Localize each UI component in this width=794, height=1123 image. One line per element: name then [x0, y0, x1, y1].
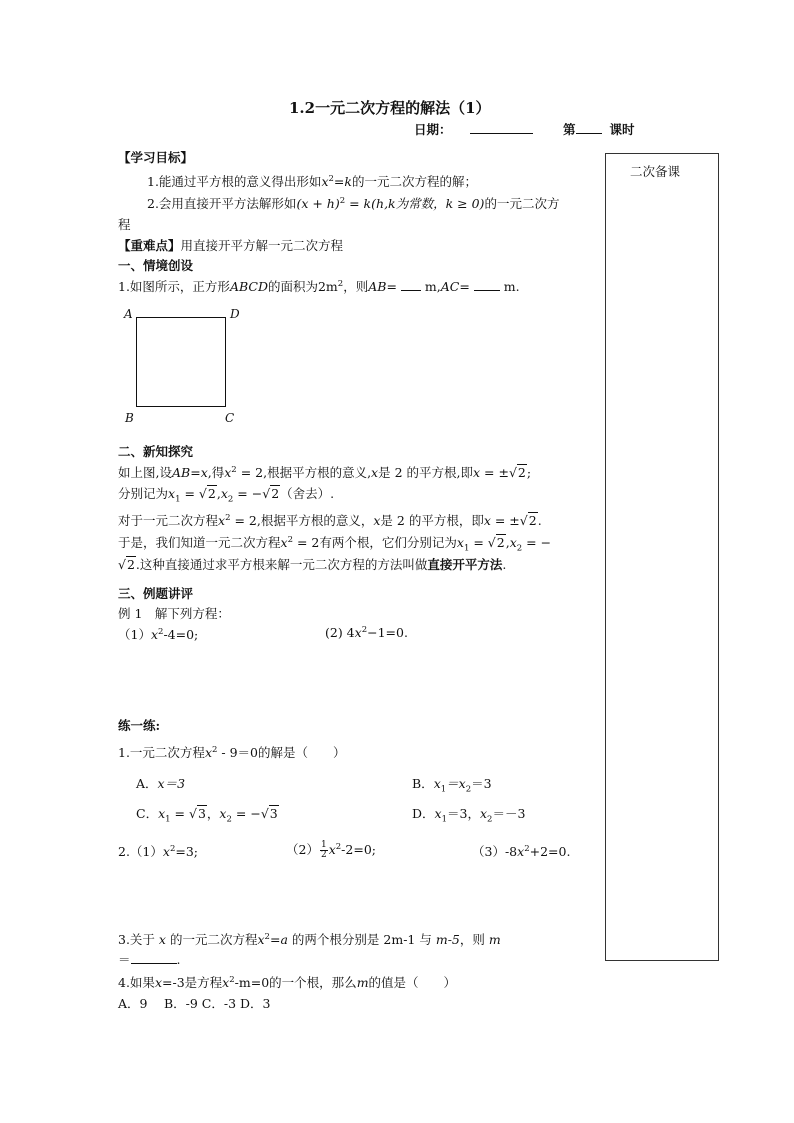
text: 是方程: [184, 975, 223, 990]
text: +2=0.: [529, 844, 571, 859]
math-subscript: 1: [165, 814, 171, 825]
objectives-heading: 【学习目标】: [118, 150, 194, 165]
math-exponent: 2: [328, 173, 334, 184]
math-x: x: [517, 844, 525, 859]
option-text: x＝3: [157, 776, 186, 791]
second-preparation-label: 二次备课: [630, 164, 681, 179]
option-text: ＝3: [471, 776, 492, 791]
math-subscript: 2: [516, 543, 523, 554]
math-exponent: 2: [264, 931, 270, 942]
text: 3.关于: [118, 932, 155, 947]
math-x: x: [509, 535, 517, 550]
practice-q3-line-1: [118, 930, 501, 948]
math-exponent: 2: [169, 843, 176, 854]
math-x: x: [257, 932, 265, 947]
text: 是 2 的平方根，即: [380, 513, 484, 528]
radicand: 2: [126, 557, 135, 572]
option-letter: C．: [136, 806, 159, 821]
sqrt-expression: √3: [260, 806, 278, 821]
radicand: 2: [517, 465, 526, 480]
math-eq: ＝: [118, 952, 131, 967]
sqrt-expression: √2: [198, 486, 216, 501]
text: 是 2 的平方根,即: [378, 465, 473, 480]
q-text: 1.如图所示，正方形: [118, 279, 230, 294]
text: - 9＝0: [217, 745, 258, 760]
math-exponent: 2: [337, 278, 344, 289]
math-x: x: [158, 932, 166, 947]
segment-ab: AB: [171, 465, 191, 480]
example-label: 例 1 解下列方程：: [118, 606, 230, 621]
math-x: x: [434, 806, 442, 821]
text: .这种直接通过求平方根来解一元二次方程的方法叫做: [135, 557, 428, 572]
text: -m=0: [234, 975, 270, 990]
math-subscript: 1: [463, 543, 470, 554]
option-c[interactable]: [136, 804, 279, 825]
math-eq: =: [269, 932, 281, 947]
second-preparation-box: [605, 153, 719, 961]
math-subscript: 2: [226, 814, 232, 825]
math-x: x: [373, 513, 381, 528]
date-blank[interactable]: [470, 121, 533, 134]
practice-q1: [118, 743, 346, 761]
objective-2-suffix: 的一元二次方: [484, 196, 560, 211]
square-figure: [136, 317, 226, 407]
text: 1.一元二次方程: [118, 745, 205, 760]
vertex-a-label: A: [124, 307, 133, 321]
text: 4.如果: [118, 975, 155, 990]
example-1-eq-2: [325, 625, 408, 640]
option-text: ＝3，: [447, 806, 480, 821]
math-a: a: [280, 932, 288, 947]
math-m: m: [488, 932, 501, 947]
text: （2）: [286, 842, 319, 857]
practice-q4: [118, 973, 456, 991]
text: .: [502, 557, 507, 572]
text: ，则: [459, 932, 485, 947]
option-letter: D．: [412, 806, 435, 821]
math-rhs: = 2: [236, 465, 264, 480]
math-exponent: 2: [335, 841, 342, 852]
sqrt-expression: √2: [508, 465, 526, 480]
text: （1）: [118, 627, 151, 642]
math-x: x: [456, 535, 464, 550]
lesson-blank[interactable]: [576, 121, 602, 134]
answer-blank-ac[interactable]: [474, 278, 500, 291]
section-2-heading: 二、新知探究: [118, 444, 194, 459]
page-title: 1.2一元二次方程的解法（1）: [289, 99, 491, 117]
lesson-prefix: 第: [563, 122, 576, 137]
math-x: x: [220, 486, 228, 501]
objective-1-suffix: 的一元二次方程的解；: [351, 174, 477, 189]
practice-q2-part-1: [118, 842, 198, 860]
text: ;: [526, 465, 532, 480]
math-eq: =: [333, 174, 345, 189]
radicand: 3: [269, 806, 278, 821]
math-eq: = −: [233, 486, 263, 501]
text: ,: [216, 486, 221, 501]
text: ,: [505, 535, 510, 550]
math-x: x: [280, 535, 288, 550]
q-text: ，则: [343, 279, 369, 294]
math-formula: (x + h): [296, 196, 340, 211]
lesson-suffix: 课时: [609, 122, 635, 137]
option-letter: B．: [412, 776, 434, 791]
sqrt-expression: √2: [118, 557, 135, 572]
text: ,根据平方根的意义,: [263, 465, 372, 480]
math-exponent: 2: [229, 974, 235, 985]
math-x: x: [204, 745, 212, 760]
math-eq: =: [386, 279, 397, 294]
text: 的两个根分别是: [291, 932, 380, 947]
math-subscript: 2: [227, 494, 234, 505]
math-x: x: [158, 806, 166, 821]
math-exponent: 2: [339, 195, 346, 206]
square-name: ABCD: [229, 279, 268, 294]
math-x: x: [479, 806, 488, 821]
math-x: x: [154, 975, 162, 990]
text: 于是，我们知道一元二次方程: [118, 535, 281, 550]
math-subscript: 1: [440, 784, 447, 795]
math-eq: =: [180, 486, 199, 501]
math-subscript: 2: [465, 784, 472, 795]
math-x: x: [321, 174, 329, 189]
text: 的一个根，那么: [269, 975, 357, 990]
text: .: [176, 952, 181, 967]
option-letter: A．: [136, 776, 158, 791]
math-exponent: 2: [231, 464, 237, 475]
text: -4=0;: [163, 627, 199, 642]
text: (2) 4: [325, 625, 355, 640]
fraction-numerator: 1: [320, 840, 327, 850]
sqrt-expression: √2: [487, 535, 505, 550]
segment-ab: AB: [368, 279, 387, 294]
vertex-b-label: B: [125, 411, 134, 425]
radicand: 2: [207, 486, 216, 501]
math-x: x: [162, 844, 170, 859]
math-eq: =: [469, 535, 488, 550]
area-value: 2m: [317, 279, 338, 294]
text: =-3: [162, 975, 185, 990]
radicand: 2: [271, 486, 280, 501]
sqrt-expression: √3: [188, 806, 206, 821]
math-condition: = k(h,k为常数，k ≥ 0): [345, 196, 485, 211]
math-solution: x = ±: [472, 465, 509, 480]
fraction-half: [320, 841, 328, 860]
math-exponent: 2: [225, 512, 231, 523]
math-subscript: 1: [175, 494, 181, 505]
method-term: 直接开平方法: [427, 557, 503, 572]
math-x: x: [433, 776, 441, 791]
vertex-c-label: C: [225, 411, 235, 425]
option-text: ＝－3: [492, 806, 526, 821]
math-rhs: = 2: [230, 513, 257, 528]
radicand: 2: [496, 535, 505, 550]
key-point-heading: 【重难点】: [118, 238, 181, 253]
segment-ac: AC: [440, 279, 460, 294]
math-exponent: 2: [212, 744, 218, 755]
vertex-d-label: D: [230, 307, 240, 321]
text: -2=0;: [341, 842, 376, 857]
section-2-line-2: [118, 484, 335, 505]
sqrt-expression: √2: [262, 486, 280, 501]
radicand: 2: [528, 513, 537, 528]
math-x: x: [224, 465, 232, 480]
date-label: 日期：: [414, 122, 452, 137]
math-eq: = −: [522, 535, 552, 550]
math-x: x: [371, 465, 379, 480]
math-subscript: 2: [487, 814, 493, 825]
section-2-para-2-line-1: [118, 511, 542, 529]
unit: m,: [424, 279, 441, 294]
q-text: 的面积为: [267, 279, 318, 294]
math-x: ＝x: [446, 776, 466, 791]
section-1-heading: 一、情境创设: [118, 258, 194, 273]
text: 的一元二次方程: [169, 932, 258, 947]
practice-q4-options: A．9 B．-9 C．-3 D．3: [118, 996, 271, 1011]
text: 与: [419, 932, 432, 947]
practice-q2-part-2: [286, 840, 376, 860]
math-x: x: [219, 806, 227, 821]
option-b[interactable]: [412, 774, 492, 795]
text: 的值是（ ）: [368, 975, 457, 990]
example-1-eq-1: [118, 625, 198, 643]
text: ,根据平方根的意义，: [256, 513, 374, 528]
practice-q3-line-2: [118, 950, 181, 968]
text: （3）-8: [472, 844, 518, 859]
math-rhs: = 2: [293, 535, 320, 550]
math-m: m: [356, 975, 369, 990]
option-d[interactable]: [412, 804, 526, 825]
section-3-heading: 三、例题讲评: [118, 586, 194, 601]
unit: m.: [503, 279, 520, 294]
sqrt-expression: √2: [519, 513, 537, 528]
math-x: x: [222, 975, 230, 990]
text: 分别记为: [118, 486, 169, 501]
text: （舍去）.: [280, 486, 335, 501]
text: ,得: [207, 465, 225, 480]
math-eq: =: [170, 806, 189, 821]
math-eq: = −: [231, 806, 261, 821]
key-point: [118, 236, 343, 254]
radicand: 3: [197, 806, 206, 821]
math-eq: =: [190, 465, 201, 480]
math-subscript: 1: [441, 814, 448, 825]
math-exponent: 2: [361, 624, 368, 635]
math-exponent: 2: [158, 626, 164, 637]
objective-2-prefix: 2.会用直接开平方法解形如: [147, 196, 297, 211]
text: 2.（1）: [118, 844, 163, 859]
key-point-text: 用直接开平方解一元二次方程: [180, 238, 344, 253]
fraction-denominator: 2: [320, 850, 327, 860]
math-x: x: [168, 486, 176, 501]
lesson-field: [563, 120, 635, 138]
root-expression: 2m-1: [383, 932, 416, 947]
objective-2-wrap: 程: [118, 217, 131, 232]
text: 对于一元二次方程: [118, 513, 219, 528]
math-x: x: [150, 627, 159, 642]
objective-1-prefix: 1.能通过平方根的意义得出形如: [147, 174, 322, 189]
practice-heading: 练一练:: [118, 718, 161, 733]
math-exponent: 2: [287, 534, 293, 545]
text: 的解是（ ）: [258, 745, 346, 760]
text: 如上图,设: [118, 465, 172, 480]
math-eq: =: [459, 279, 470, 294]
section-2-para-2-line-2: [118, 533, 552, 554]
section-2-line-1: [118, 463, 531, 481]
text: 有两个根，它们分别记为: [319, 535, 457, 550]
math-x: x: [200, 465, 208, 480]
math-k: k: [344, 174, 352, 189]
math-solution: x = ±: [483, 513, 520, 528]
objective-1: [147, 172, 477, 190]
root-expression: m-5: [435, 932, 460, 947]
math-x: x: [354, 625, 362, 640]
objective-2: [147, 194, 559, 212]
section-1-question: [118, 277, 520, 295]
practice-q2-part-3: [472, 842, 570, 860]
answer-blank-ab[interactable]: [401, 278, 421, 291]
answer-blank-m[interactable]: [131, 951, 177, 964]
math-exponent: 2: [524, 843, 530, 854]
section-2-para-2-line-3: [118, 555, 506, 573]
option-a[interactable]: [136, 774, 185, 792]
text: −1=0.: [367, 625, 408, 640]
text: ，: [206, 806, 220, 821]
math-x: x: [218, 513, 226, 528]
text: =3;: [175, 844, 199, 859]
text: .: [537, 513, 542, 528]
math-x: x: [328, 842, 336, 857]
